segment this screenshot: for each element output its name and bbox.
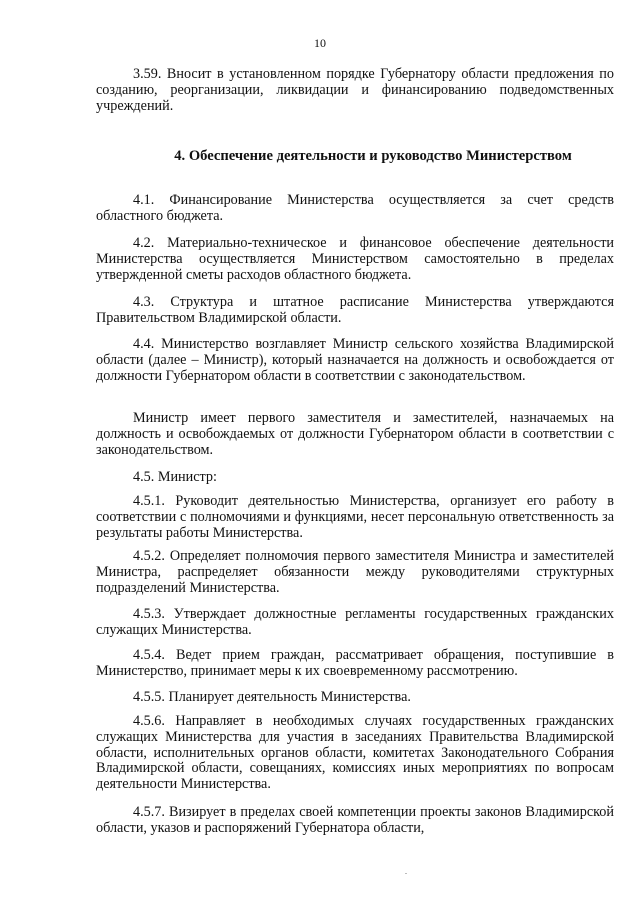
paragraph-4-5: 4.5. Министр:: [133, 469, 217, 485]
section-heading: 4. Обеспечение деятельности и руководство Министерством: [174, 148, 572, 164]
paragraph-4-4: 4.4. Министерство возглавляет Министр сельского хозяйства Владимирской области (далее – Министр), который назначается на должность и освобождается от должности Губернатором области в соответствии с законодательством.: [96, 336, 614, 384]
paragraph-3-59: 3.59. Вносит в установленном порядке Губернатору области предложения по созданию, реорганизации, ликвидации и финансированию подведомственных учреждений.: [96, 66, 614, 114]
paragraph-4-5-4: 4.5.4. Ведет прием граждан, рассматривает обращения, поступившие в Министерство, принимает меры к их своевременному рассмотрению.: [96, 647, 614, 679]
paragraph-4-5-1: 4.5.1. Руководит деятельностью Министерства, организует его работу в соответствии с полномочиями и функциями, несет персональную ответственность за результаты работы Министерства.: [96, 493, 614, 541]
paragraph-4-2: 4.2. Материально-техническое и финансовое обеспечение деятельности Министерства осуществляется Министерством самостоятельно в пределах утвержденной сметы расходов областного бюджета.: [96, 235, 614, 283]
scan-speck: [405, 873, 407, 874]
paragraph-4-3: 4.3. Структура и штатное расписание Министерства утверждаются Правительством Владимирской области.: [96, 294, 614, 326]
paragraph-4-1: 4.1. Финансирование Министерства осуществляется за счет средств областного бюджета.: [96, 192, 614, 224]
paragraph-4-5-5: 4.5.5. Планирует деятельность Министерства.: [133, 689, 411, 705]
page-number: 10: [314, 36, 326, 50]
paragraph-4-5-3: 4.5.3. Утверждает должностные регламенты государственных гражданских служащих Министерства.: [96, 606, 614, 638]
paragraph-4-5-2: 4.5.2. Определяет полномочия первого заместителя Министра и заместителей Министра, распределяет обязанности между руководителями структурных подразделений Министерства.: [96, 548, 614, 596]
paragraph-4-5-6: 4.5.6. Направляет в необходимых случаях государственных гражданских служащих Министерства для участия в заседаниях Правительства Владимирской области, исполнительных органов области, комитетах Законодательного Собрания Владимирской области, совещаниях, комиссиях иных мероприятиях по вопросам деятельности Министерства.: [96, 713, 614, 793]
paragraph-4-5-7: 4.5.7. Визирует в пределах своей компетенции проекты законов Владимирской области, указов и распоряжений Губернатора области,: [96, 804, 614, 836]
paragraph-minister-deputies: Министр имеет первого заместителя и заместителей, назначаемых на должность и освобождаемых от должности Губернатором области в соответствии с законодательством.: [96, 410, 614, 458]
